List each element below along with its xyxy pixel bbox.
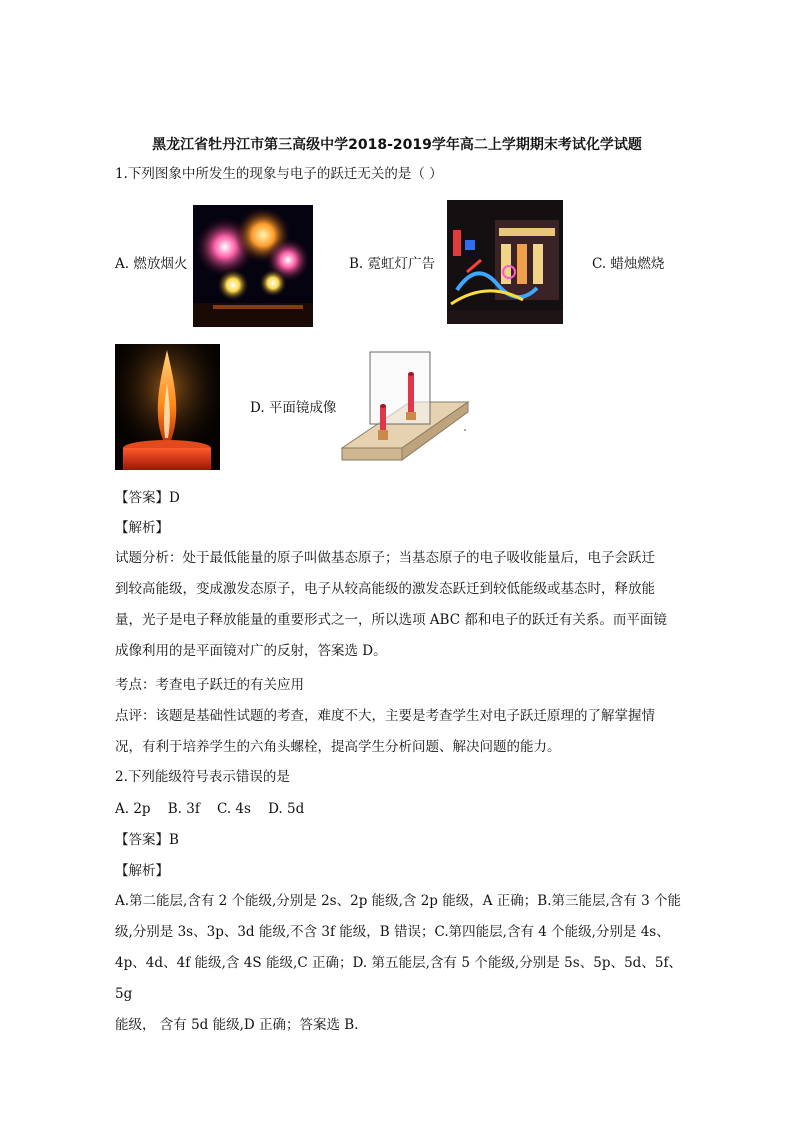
question-2-stem: 2.下列能级符号表示错误的是 [115, 769, 290, 785]
analysis-line: A.第二能层,含有 2 个能级,分别是 2s、2p 能级,含 2p 能级，A 正确；B.第三能层,含有 3 个能 [115, 893, 681, 909]
analysis-line: 级,分别是 3s、3p、3d 能级,不含 3f 能级，B 错误；C.第四能层,含有 4 个能级,分别是 4s、 [115, 924, 670, 940]
question-1-answer: 【答案】D [115, 490, 180, 506]
comment-line: 点评：该题是基础性试题的考查，难度不大，主要是考查学生对电子跃迁原理的了解掌握情 [115, 708, 655, 724]
question-1-analysis-label: 【解析】 [115, 520, 169, 536]
question-2-answer: 【答案】B [115, 832, 179, 848]
analysis-line: 量，光子是电子释放能量的重要形式之一，所以选项 ABC 都和电子的跃迁有关系。而平面镜 [115, 612, 667, 628]
question-2-analysis-label: 【解析】 [115, 863, 169, 879]
option-b-label: B. 霓虹灯广告 [349, 256, 436, 272]
comment-line: 况，有利于培养学生的六角头螺栓，提高学生分析问题、解决问题的能力。 [115, 739, 561, 755]
analysis-line: 能级， 含有 5d 能级,D 正确；答案选 B. [115, 1017, 359, 1033]
question-2-analysis [115, 886, 682, 1041]
candle-image [115, 344, 220, 470]
neon-sign-image [447, 200, 563, 324]
analysis-line: 4p、4d、4f 能级,含 4S 能级,C 正确；D. 第五能层,含有 5 个能级,分别是 5s、5p、5d、5f、5g [115, 955, 682, 1002]
page-title: 黑龙江省牡丹江市第三高级中学2018-2019学年高二上学期期末考试化学试题 [152, 137, 642, 153]
option-c-label: C. 蜡烛燃烧 [592, 256, 665, 272]
question-1-stem: 1.下列图象中所发生的现象与电子的跃迁无关的是（ ） [115, 166, 443, 182]
plane-mirror-image [340, 350, 470, 462]
fireworks-image [193, 205, 313, 327]
question-1-comment [115, 701, 682, 763]
option-d-label: D. 平面镜成像 [250, 400, 337, 416]
question-1-analysis [115, 543, 682, 667]
question-1-kaodian: 考点：考查电子跃迁的有关应用 [115, 677, 304, 693]
question-2-options: A. 2p B. 3f C. 4s D. 5d [115, 801, 305, 817]
option-a-label: A. 燃放烟火 [115, 256, 188, 272]
analysis-line: 到较高能级，变成激发态原子，电子从较高能级的激发态跃迁到较低能级或基态时，释放能 [115, 581, 655, 597]
analysis-line: 成像利用的是平面镜对广的反射，答案选 D。 [115, 643, 387, 659]
analysis-line: 试题分析：处于最低能量的原子叫做基态原子；当基态原子的电子吸收能量后，电子会跃迁 [115, 550, 655, 566]
